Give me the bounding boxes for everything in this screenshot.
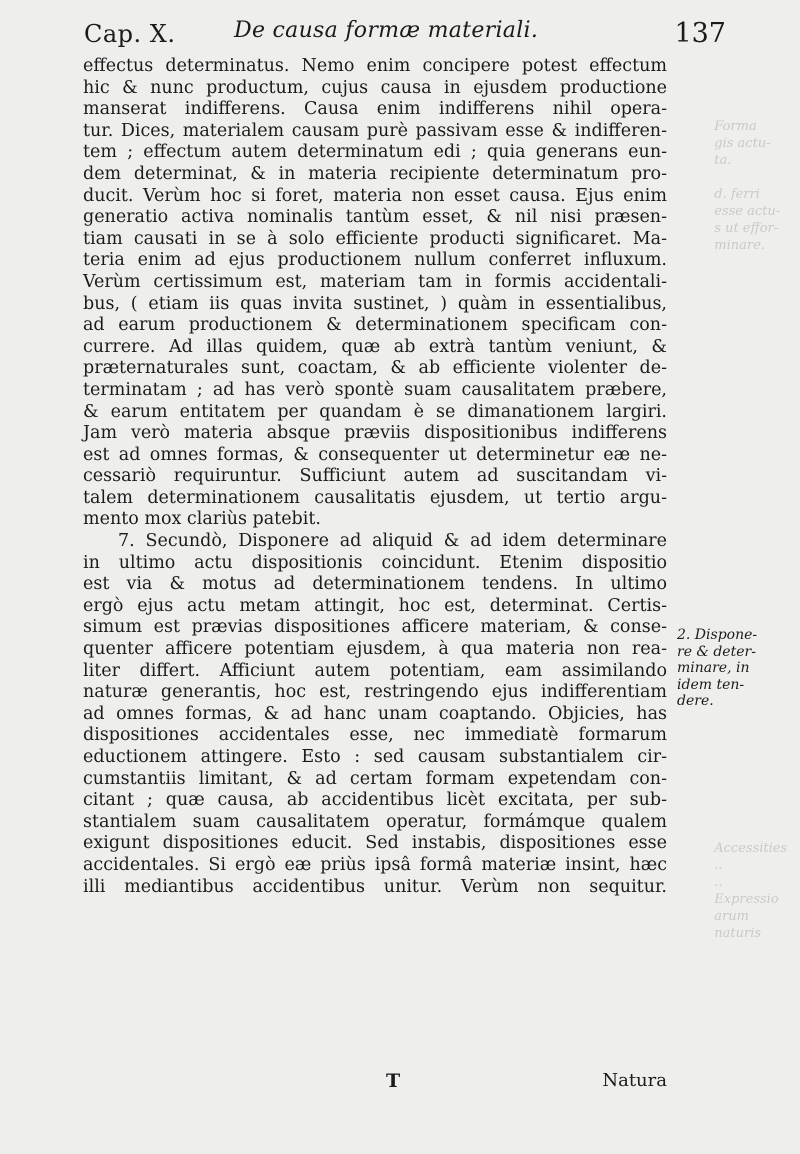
- text-line: ad earum productionem & determinationem specificam con-: [83, 315, 667, 336]
- text-line: Jam verò materia absque præviis dispositionibus indifferens: [83, 423, 667, 444]
- text-line: stantialem suam causalitatem operatur, formámque qualem: [83, 811, 667, 832]
- text-line: liter differt. Afficiunt autem potentiam, eam assimilando: [83, 660, 667, 681]
- text-line: simum est prævias dispositiones afficere materiam, & conse-: [83, 617, 667, 638]
- marginal-note-line: re & deter-: [677, 643, 756, 660]
- text-line: naturæ generantis, hoc est, restringendo ejus indifferentiam: [83, 682, 667, 703]
- catchword: Natura: [602, 1070, 667, 1091]
- text-line: est via & motus ad determinationem tendens. In ultimo: [83, 574, 667, 595]
- text-line: cessariò requiruntur. Sufficiunt autem ad suscitandam vi-: [83, 466, 667, 487]
- paragraph-start-line: 7. Secundò, Disponere ad aliquid & ad idem determinare: [118, 531, 667, 552]
- text-line: effectus determinatus. Nemo enim concipere potest effectum: [83, 56, 667, 76]
- text-line: eductionem attingere. Esto : sed causam substantialem cir-: [83, 747, 667, 767]
- running-title: De causa formæ materiali.: [234, 18, 539, 43]
- signature-mark: T: [386, 1070, 401, 1092]
- marginal-note-line: 2. Dispone-: [677, 627, 758, 643]
- text-line: exigunt dispositiones educit. Sed instabis, dispositiones esse: [83, 833, 667, 854]
- text-line: manserat indifferens. Causa enim indifferens nihil opera-: [83, 99, 667, 120]
- text-line: hic & nunc productum, cujus causa in ejusdem productione: [83, 77, 667, 98]
- text-line: dem determinat, & in materia recipiente determinatum pro-: [83, 163, 667, 184]
- text-line: dispositiones accidentales esse, nec immediatè formarum: [83, 725, 667, 746]
- page-footer: [83, 1070, 667, 1096]
- text-line: cumstantiis limitant, & ad certam formam expetendam con-: [83, 768, 667, 789]
- text-line: generatio activa nominalis tantùm esset, & nil nisi præsen-: [83, 207, 667, 228]
- text-line: ad omnes formas, & ad hanc unam coaptando. Objicies, has: [83, 703, 667, 724]
- text-line: illi mediantibus accidentibus unitur. Verùm non sequitur.: [83, 876, 667, 897]
- text-line: teria enim ad ejus productionem nullum conferret influxum.: [83, 250, 667, 271]
- text-line: & earum entitatem per quandam è se dimanationem largiri.: [83, 401, 667, 422]
- bleed-through-text: Accessities .. .. Expressio arum naturis: [714, 841, 788, 941]
- text-line: tem ; effectum autem determinatum edi ; quia generans eun-: [83, 142, 667, 163]
- bleed-through-text: Forma gis actu- ta. d. ferri esse actu- s ut effor- minare.: [714, 119, 781, 253]
- chapter-label: Cap. X.: [84, 20, 176, 48]
- text-line: in ultimo actu dispositionis coincidunt. Etenim dispositio: [83, 552, 667, 573]
- marginal-note-line: minare, in: [677, 660, 750, 676]
- marginal-note: [677, 627, 789, 710]
- text-line: tur. Dices, materialem causam purè passivam esse & indifferen-: [83, 120, 667, 141]
- text-line: præternaturales sunt, coactam, & ab efficiente violenter de-: [83, 358, 667, 379]
- text-line: tiam causati in se à solo efficiente producti significaret. Ma-: [83, 228, 667, 249]
- text-line: terminatam ; ad has verò spontè suam causalitatem præbere,: [83, 379, 667, 400]
- main-text-block: [83, 56, 667, 898]
- text-line: quenter afficere potentiam ejusdem, à qua materia non rea-: [83, 639, 667, 660]
- text-line: bus, ( etiam iis quas invita sustinet, ) quàm in essentialibus,: [83, 293, 667, 314]
- text-line: ergò ejus actu metam attingit, hoc est, determinat. Certis-: [83, 595, 667, 616]
- text-line: talem determinationem causalitatis ejusdem, ut tertio argu-: [83, 487, 667, 508]
- marginal-note-line: dere.: [677, 693, 714, 709]
- text-line: Verùm certissimum est, materiam tam in formis accidentali-: [83, 271, 667, 292]
- text-line: est ad omnes formas, & consequenter ut determinetur eæ ne-: [83, 444, 667, 465]
- paragraph-end-line: mento mox clariùs patebit.: [83, 509, 321, 530]
- text-line: citant ; quæ causa, ab accidentibus licèt excitata, per sub-: [83, 790, 667, 811]
- text-line: accidentales. Si ergò eæ priùs ipsâ formâ materiæ insint, hæc: [83, 854, 667, 875]
- text-line: ducit. Verùm hoc si foret, materia non esset causa. Ejus enim: [83, 185, 667, 206]
- page-number: 137: [674, 18, 726, 49]
- marginal-note-line: idem ten-: [677, 676, 745, 693]
- running-header: [84, 14, 734, 58]
- text-line: currere. Ad illas quidem, quæ ab extrà tantùm veniunt, &: [83, 336, 667, 357]
